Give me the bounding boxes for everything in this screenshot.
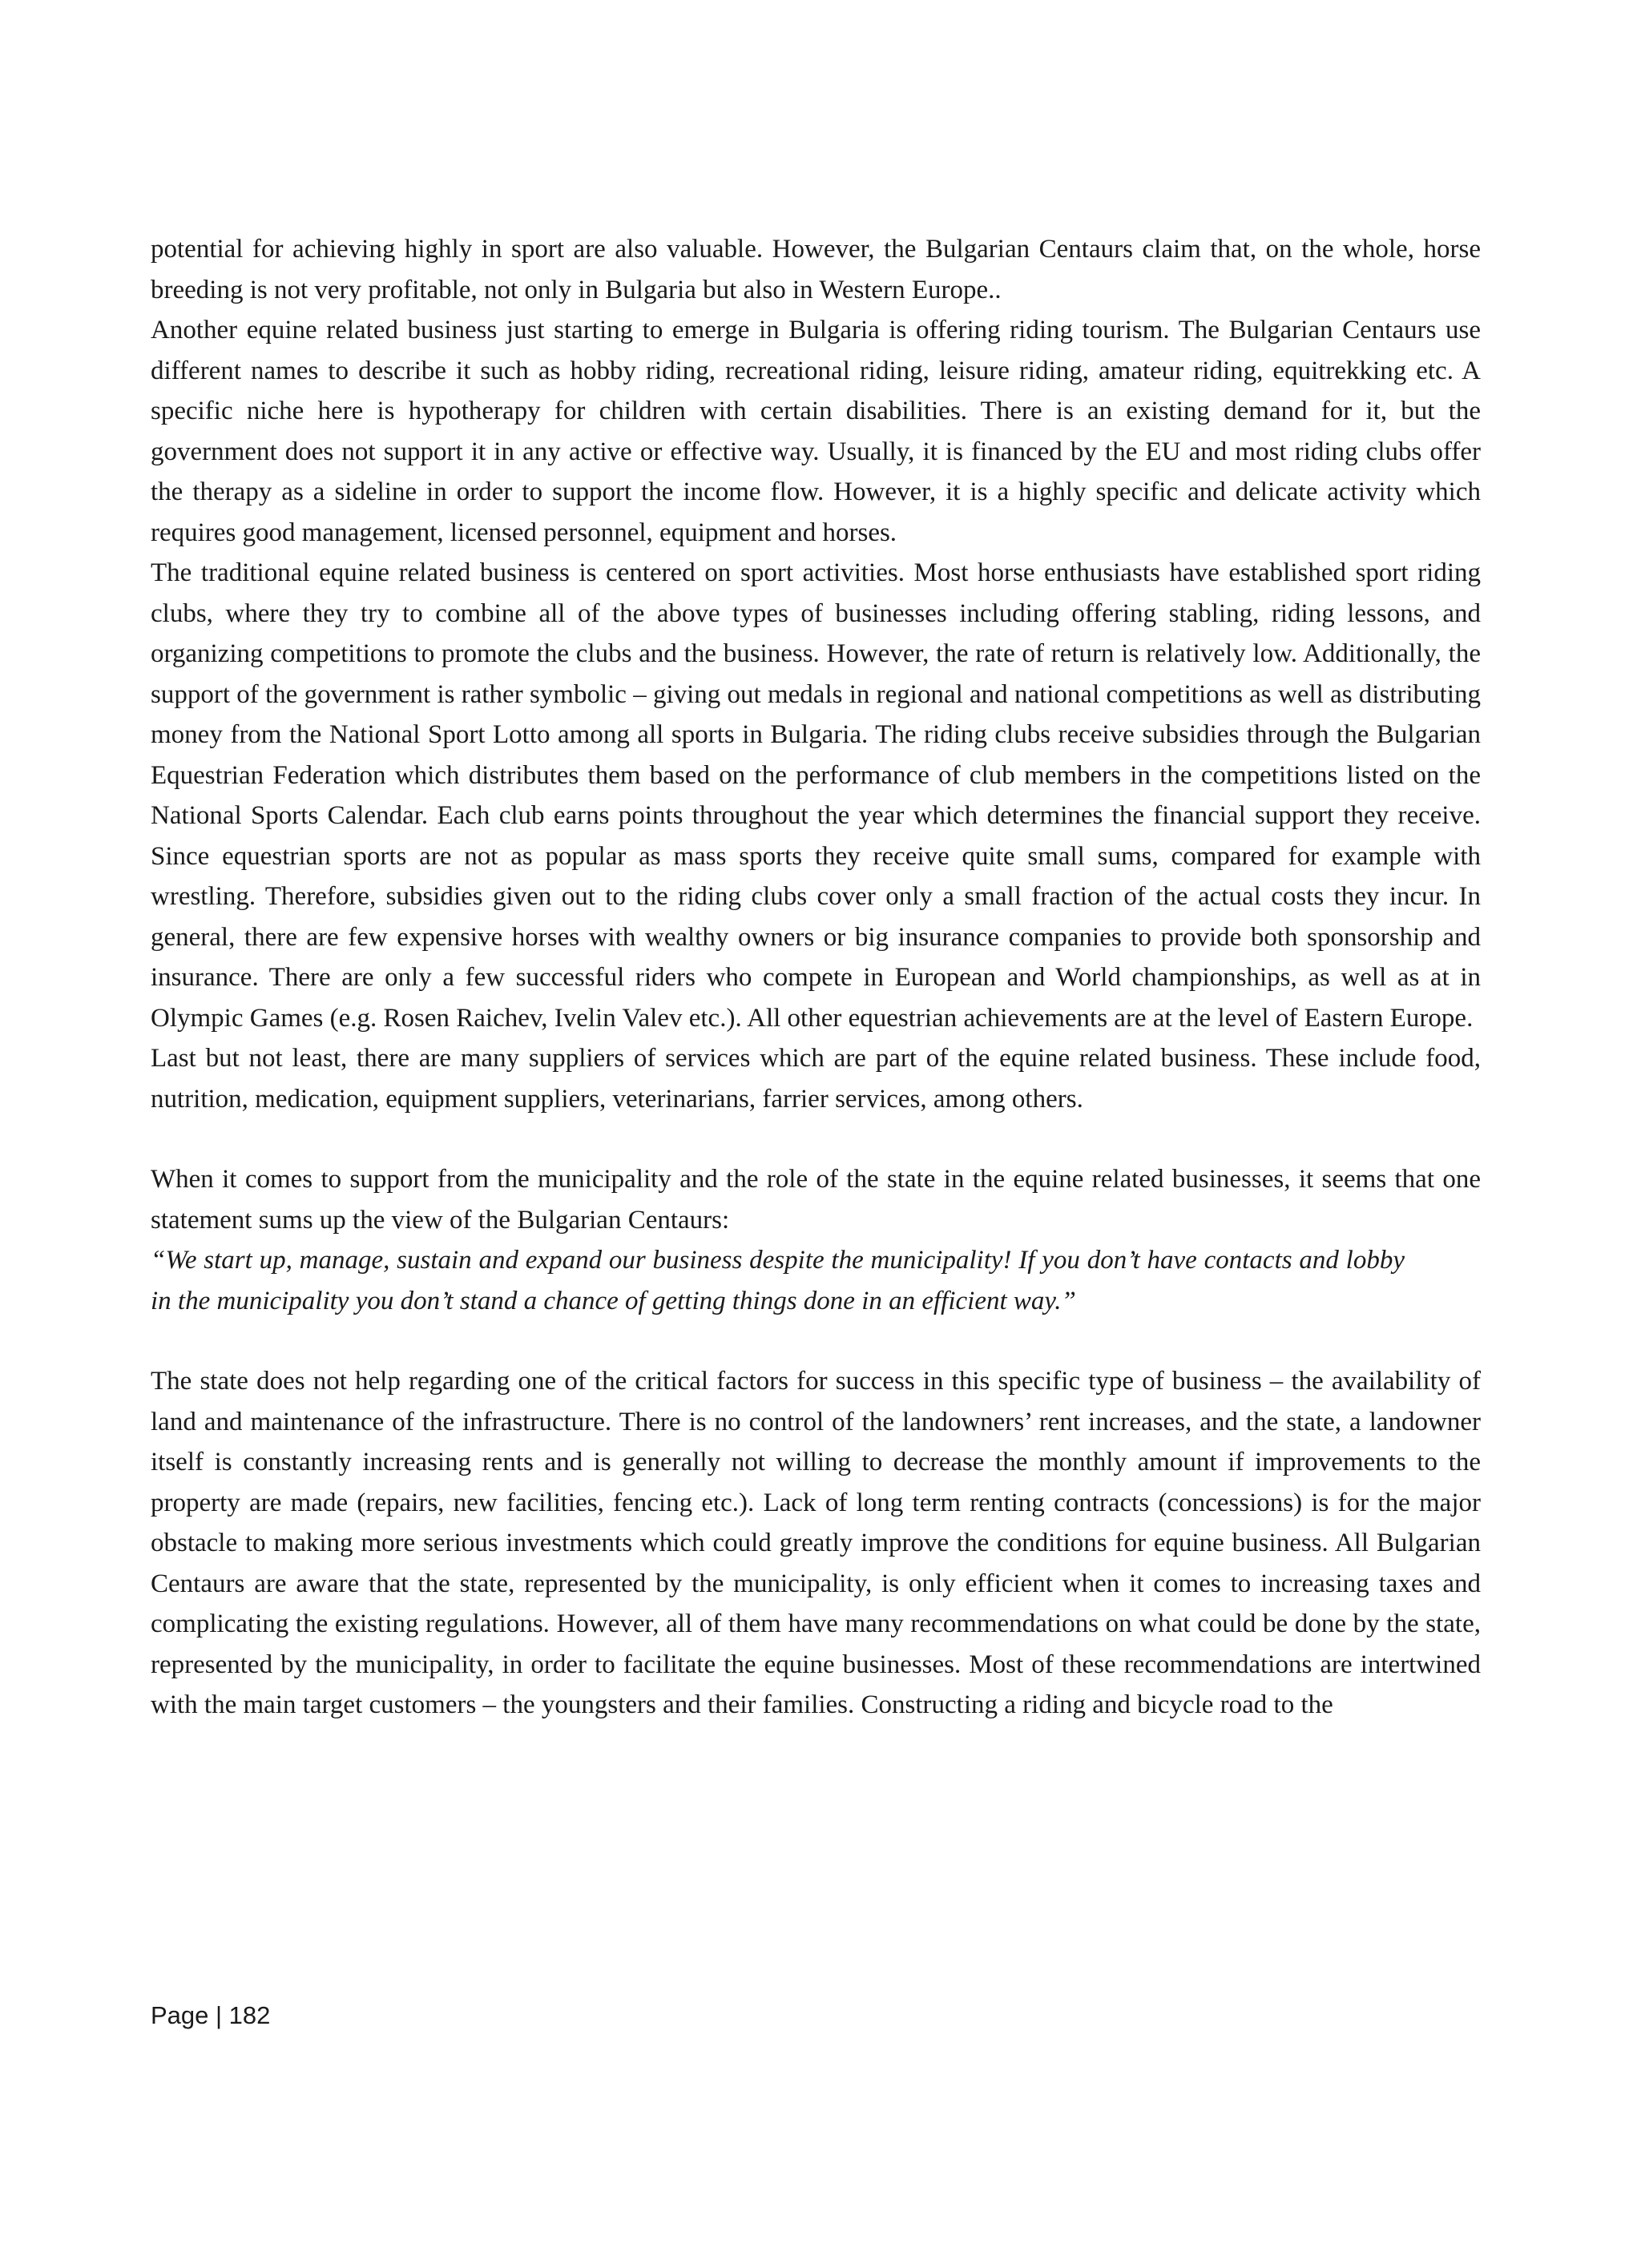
paragraph-suppliers: Last but not least, there are many suppliers of services which are part of the equine related business. These include food, nutrition, medication, equipment suppliers, veterinarians, farrier services, among others. [151, 1044, 1481, 1114]
page-number-footer: Page | 182 [151, 2001, 271, 2029]
paragraph-gap [151, 1321, 1481, 1361]
paragraph-sport-activities: The traditional equine related business is centered on sport activities. Most horse enthusiasts have established sport riding clubs, where they try to combine all of the above types of businesses including offering stabling, riding lessons, and organizing competitions to promote the clubs and the business. However, the rate of return is relatively low. Additionally, the support of the government is rather symbolic – giving out medals in regional and national competitions as well as distributing money from the National Sport Lotto among all sports in Bulgaria. The riding clubs receive subsidies through the Bulgarian Equestrian Federation which distributes them based on the performance of club members in the competitions listed on the National Sports Calendar. Each club earns points throughout the year which determines the financial support they receive. Since equestrian sports are not as popular as mass sports they receive quite small sums, compared for example with wrestling. Therefore, subsidies given out to the riding clubs cover only a small fraction of the actual costs they incur. In general, there are few expensive horses with wealthy owners or big insurance companies to provide both sponsorship and insurance. There are only a few successful riders who compete in European and World championships, as well as at in Olympic Games (e.g. Rosen Raichev, Ivelin Valev etc.). All other equestrian achievements are at the level of Eastern Europe. [151, 558, 1481, 1033]
paragraph-riding-tourism: Another equine related business just starting to emerge in Bulgaria is offering riding tourism. The Bulgarian Centaurs use different names to describe it such as hobby riding, recreational riding, leisure riding, amateur riding, equitrekking etc. A specific niche here is hypotherapy for children with certain disabilities. There is an existing demand for it, but the government does not support it in any active or effective way. Usually, it is financed by the EU and most riding clubs offer the therapy as a sideline in order to support the income flow. However, it is a highly specific and delicate activity which requires good management, licensed personnel, equipment and horses. [151, 316, 1481, 547]
paragraph-state-role: The state does not help regarding one of the critical factors for success in this specific type of business – the availability of land and maintenance of the infrastructure. There is no control of the landowners’ rent increases, and the state, a landowner itself is constantly increasing rents and is generally not willing to decrease the monthly amount if improvements to the property are made (repairs, new facilities, fencing etc.). Lack of long term renting contracts (concessions) is for the major obstacle to making more serious investments which could greatly improve the conditions for equine business. All Bulgarian Centaurs are aware that the state, represented by the municipality, is only efficient when it comes to increasing taxes and complicating the existing regulations. However, all of them have many recommendations on what could be done by the state, represented by the municipality, in order to facilitate the equine businesses. Most of these recommendations are intertwined with the main target customers – the youngsters and their families. Constructing a riding and bicycle road to the [151, 1367, 1481, 1719]
paragraph-gap [151, 1119, 1481, 1159]
paragraph-municipality-intro: When it comes to support from the municipality and the role of the state in the equine related businesses, it seems that one statement sums up the view of the Bulgarian Centaurs: [151, 1165, 1481, 1235]
body-text [151, 229, 1481, 1726]
paragraph-horse-breeding: potential for achieving highly in sport are also valuable. However, the Bulgarian Centaurs claim that, on the whole, horse breeding is not very profitable, not only in Bulgaria but also in Western Europe.. [151, 235, 1481, 304]
block-quote: “We start up, manage, sustain and expand our business despite the municipality! If you don’t have contacts and lobby in the municipality you don’t stand a chance of getting things done in an efficient way.” [151, 1246, 1405, 1315]
